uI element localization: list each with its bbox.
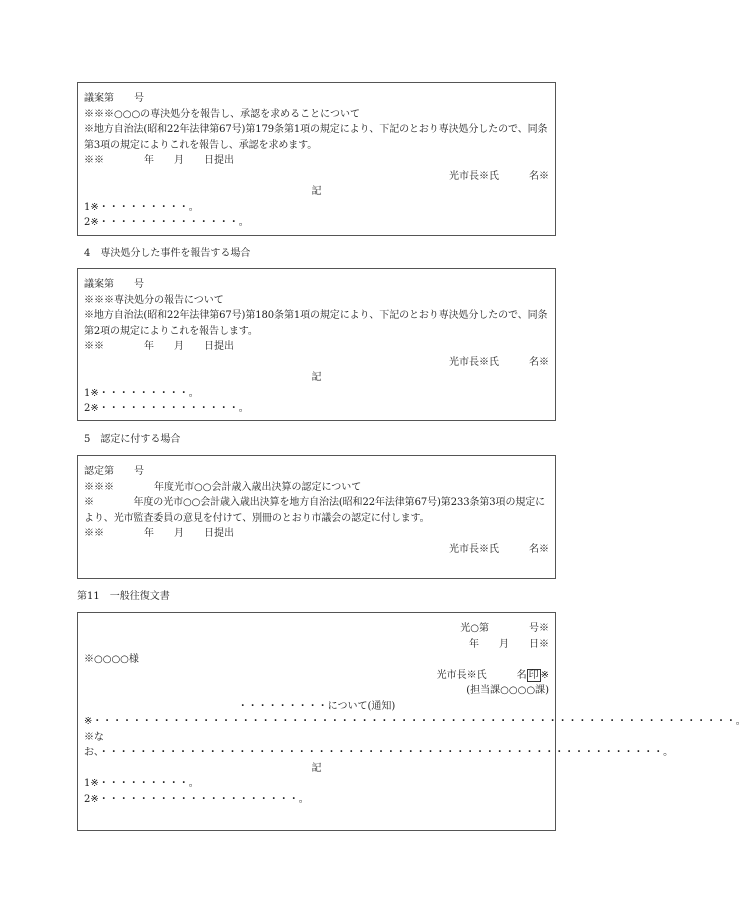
list-item: 2※・・・・・・・・・・・・・・・・・・・・。 <box>84 793 309 805</box>
ki-heading: 記 <box>311 186 322 197</box>
mayor-signature: 光市長※氏 名※ <box>449 170 549 182</box>
certification-body: ※ 年度の光市○○会計歳入歳出決算を地方自治法(昭和22年法律第67号)第233条第3項の規定により、光市監査委員の意見を付けて、別冊のとおり市議会の認定に付します。 <box>84 497 546 524</box>
list-item: 1※・・・・・・・・・。 <box>84 201 199 213</box>
mayor-signature: 光市長※氏 名※ <box>449 543 549 555</box>
submission-date: ※※ 年 月 日提出 <box>84 341 234 352</box>
notice-subject: ・・・・・・・・・について(通知) <box>237 700 396 712</box>
list-item: 1※・・・・・・・・・。 <box>84 778 199 789</box>
department: (担当課○○○○課) <box>466 685 549 696</box>
document-number: 光○第 号※ <box>460 623 549 634</box>
bill-body: ※地方自治法(昭和22年法律第67号)第179条第1項の規定により、下記のとおり専決処分したので、同条第3項の規定によりこれを報告し、承認を求めます。 <box>84 124 548 151</box>
certification-box <box>77 455 556 579</box>
mayor-signature <box>84 668 549 684</box>
ki-heading: 記 <box>311 762 322 774</box>
certification-number: 認定第 号 <box>84 466 144 477</box>
submission-date: ※※ 年 月 日提出 <box>84 155 234 166</box>
notice-body: ※・・・・・・・・・・・・・・・・・・・・・・・・・・・・・・・・・・・・・・・・・・・・・・・・・・・・・・・・・・・・・・・・・。 <box>84 716 746 727</box>
seal-mark: 印 <box>528 669 539 681</box>
addressee: ※○○○○様 <box>84 654 139 665</box>
signer-suffix: ※ <box>540 669 549 681</box>
list-item: 2※・・・・・・・・・・・・・・。 <box>84 217 249 228</box>
general-correspondence-box <box>77 612 746 831</box>
signer-name: 光市長※氏 名 <box>436 669 527 681</box>
bill-number: 議案第 号 <box>84 279 144 290</box>
list-item: 1※・・・・・・・・・。 <box>84 387 199 399</box>
notice-additional: ※なお、・・・・・・・・・・・・・・・・・・・・・・・・・・・・・・・・・・・・・・・・・・・・・・・・・・・・・・・・・。 <box>84 731 673 758</box>
bill-body: ※地方自治法(昭和22年法律第67号)第180条第1項の規定により、下記のとおり専決処分したので、同条第2項の規定によりこれを報告します。 <box>84 310 548 337</box>
document-date: 年 月 日※ <box>469 638 549 650</box>
submission-date: ※※ 年 月 日提出 <box>84 528 234 539</box>
bill-title: ※※※○○○の専決処分を報告し、承認を求めることについて <box>84 108 360 120</box>
report-box <box>77 268 556 421</box>
section-heading-4: 4 専決処分した事件を報告する場合 <box>84 248 251 259</box>
bill-title: ※※※専決処分の報告について <box>84 294 224 306</box>
section-heading-11: 第11 一般往復文書 <box>77 591 170 602</box>
mayor-signature: 光市長※氏 名※ <box>449 356 549 368</box>
ki-heading: 記 <box>311 372 322 383</box>
section-heading-5: 5 認定に付する場合 <box>84 434 181 445</box>
list-item: 2※・・・・・・・・・・・・・・。 <box>84 403 249 414</box>
certification-title: ※※※ 年度光市○○会計歳入歳出決算の認定について <box>84 481 362 493</box>
bill-number: 議案第 号 <box>84 93 144 104</box>
report-approval-box <box>77 82 556 236</box>
